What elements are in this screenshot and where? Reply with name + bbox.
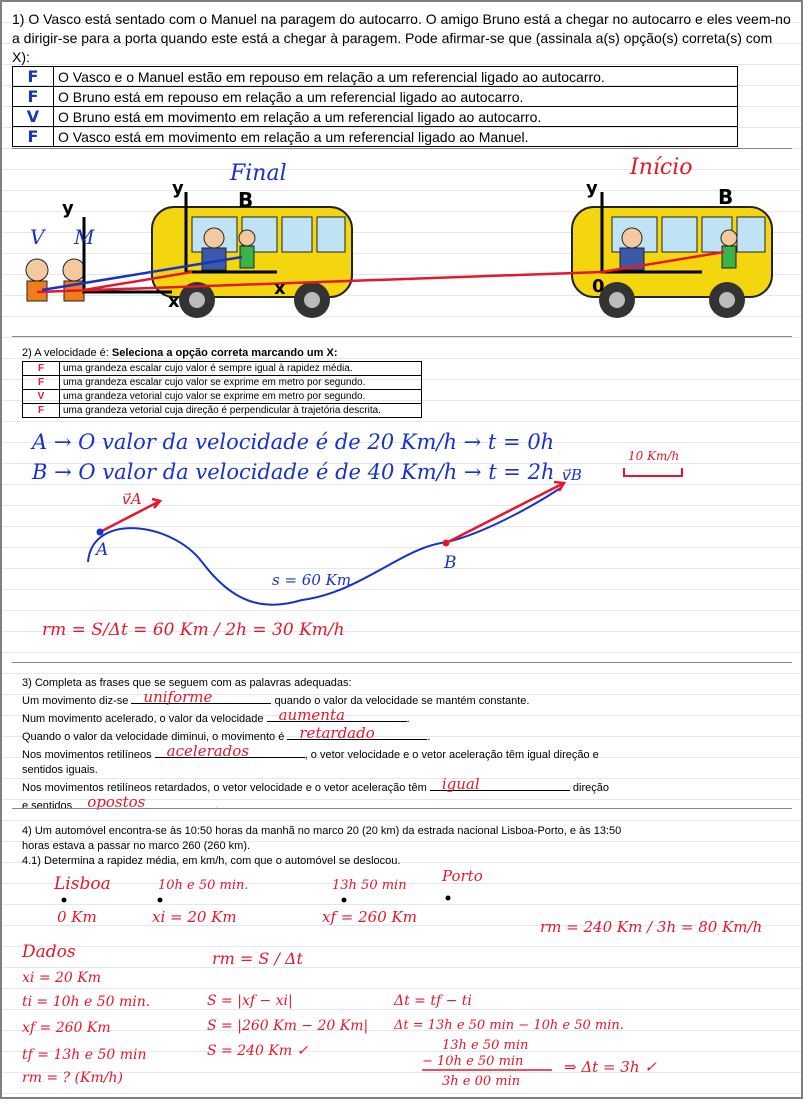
option-text: uma grandeza vetorial cuja direção é perpendicular à trajetória descrita. bbox=[60, 404, 422, 418]
handwritten-velocity-b: B → O valor da velocidade é de 40 Km/h → t = 2h bbox=[32, 460, 555, 484]
time-step-2: Δt = 13h e 50 min − 10h e 50 min. bbox=[394, 1018, 624, 1033]
bruno-label-inicio: B bbox=[718, 185, 734, 209]
average-speed-formula: rm = S/Δt = 60 Km / 2h = 30 Km/h bbox=[42, 620, 345, 640]
sentence-text: , o vetor velocidade e o vetor aceleração têm igual direção e sentidos iguais. bbox=[22, 749, 599, 776]
dados-label: Dados bbox=[22, 942, 76, 962]
handwritten-velocity-a: A → O valor da velocidade é de 20 Km/h → t = 0h bbox=[32, 430, 555, 454]
answer-mark: F bbox=[23, 376, 60, 390]
data-ti: ti = 10h e 50 min. bbox=[22, 994, 151, 1010]
question-3-heading: 3) Completa as frases que se seguem com as palavras adequadas: bbox=[22, 677, 352, 689]
sentence-text: Nos movimentos retilíneos bbox=[22, 749, 152, 761]
point-b-label: B bbox=[444, 553, 457, 573]
question-4-1-text: 4.1) Determina a rapidez média, em km/h, com que o automóvel se deslocou. bbox=[22, 855, 401, 867]
answer-text: igual bbox=[441, 775, 480, 793]
point-a-label: A bbox=[96, 540, 109, 560]
final-label: Final bbox=[230, 161, 287, 186]
x-axis-label: x bbox=[274, 278, 286, 299]
sentence-text: . bbox=[427, 731, 431, 743]
bruno-label-final: B bbox=[238, 188, 254, 212]
distance-step-2: S = |260 Km − 20 Km| bbox=[207, 1018, 369, 1034]
sentence-text: quando o valor da velocidade se mantém constante. bbox=[274, 695, 530, 707]
time-step-4: − 10h e 50 min bbox=[422, 1054, 524, 1069]
answer-text: aumenta bbox=[278, 706, 345, 724]
answer-text: opostos bbox=[87, 793, 146, 811]
answer-text: retardado bbox=[299, 724, 375, 742]
y-axis-label: y bbox=[586, 178, 598, 199]
answer-mark: V bbox=[13, 107, 54, 127]
inicio-label: Início bbox=[630, 155, 693, 180]
answer-mark: V bbox=[23, 390, 60, 404]
vasco-label: V bbox=[30, 225, 45, 249]
y-axis-label: y bbox=[172, 178, 184, 199]
sentence-text: Num movimento acelerado, o valor da velocidade bbox=[22, 713, 264, 725]
rm-formula: rm = S / Δt bbox=[212, 949, 303, 968]
data-rm: rm = ? (Km/h) bbox=[22, 1070, 123, 1086]
scale-label: 10 Km/h bbox=[628, 449, 680, 463]
answer-mark: F bbox=[23, 362, 60, 376]
answer-text: uniforme bbox=[143, 688, 213, 706]
zero-km-label: 0 Km bbox=[57, 908, 97, 926]
y-axis-label: y bbox=[62, 198, 74, 219]
answer-mark: F bbox=[13, 127, 54, 147]
option-text: O Vasco está em movimento em relação a um referencial ligado ao Manuel. bbox=[54, 127, 738, 147]
option-text: uma grandeza escalar cujo valor é sempre igual à rapidez média. bbox=[60, 362, 422, 376]
data-xf: xf = 260 Km bbox=[22, 1020, 111, 1036]
answer-mark: F bbox=[13, 67, 54, 87]
question-2-instruction: Seleciona a opção correta marcando um X: bbox=[111, 347, 338, 359]
sentence-text: direção bbox=[572, 782, 609, 794]
vector-vb-label: v⃗B bbox=[562, 466, 582, 484]
question-1-text: 1) O Vasco está sentado com o Manuel na paragem do autocarro. O amigo Bruno está a chegar no autocarro e eles veem-no a dirigir-se para a porta quando este está a chegar à paragem. Pode afirmar-se que (assinala a(s) opção(s) correta(s) com X): bbox=[12, 11, 791, 65]
xi-label: xi = 20 Km bbox=[152, 908, 237, 926]
origin-label: 0 bbox=[592, 276, 605, 297]
question-2-label: 2) A velocidade é: bbox=[22, 347, 109, 359]
start-time-label: 10h e 50 min. bbox=[158, 878, 249, 893]
vector-va-label: v⃗A bbox=[122, 490, 142, 508]
option-text: uma grandeza escalar cujo valor se exprime em metro por segundo. bbox=[60, 376, 422, 390]
distance-label: s = 60 Km bbox=[272, 571, 352, 589]
lisboa-label: Lisboa bbox=[54, 874, 111, 894]
answer-text: acelerados bbox=[166, 742, 250, 760]
option-text: O Bruno está em movimento em relação a um referencial ligado ao autocarro. bbox=[54, 107, 738, 127]
time-step-3: 13h e 50 min bbox=[442, 1038, 529, 1053]
time-step-1: Δt = tf − ti bbox=[394, 993, 472, 1009]
time-result: ⇒ Δt = 3h ✓ bbox=[564, 1058, 657, 1076]
answer-mark: F bbox=[23, 404, 60, 418]
sentence-text: Um movimento diz-se bbox=[22, 695, 129, 707]
distance-step-3: S = 240 Km ✓ bbox=[207, 1043, 309, 1059]
option-text: O Bruno está em repouso em relação a um referencial ligado ao autocarro. bbox=[54, 87, 738, 107]
data-tf: tf = 13h e 50 min bbox=[22, 1047, 147, 1063]
sentence-text: Quando o valor da velocidade diminui, o movimento é bbox=[22, 731, 285, 743]
x-axis-label: x bbox=[168, 291, 180, 312]
option-text: O Vasco e o Manuel estão em repouso em relação a um referencial ligado ao autocarro. bbox=[54, 67, 738, 87]
sentence-text: . bbox=[215, 800, 219, 812]
time-step-5: 3h e 00 min bbox=[442, 1074, 521, 1089]
option-text: uma grandeza vetorial cujo valor se exprime em metro por segundo. bbox=[60, 390, 422, 404]
porto-label: Porto bbox=[442, 867, 483, 885]
end-time-label: 13h 50 min bbox=[332, 878, 407, 893]
sentence-text: . bbox=[406, 713, 410, 725]
question-4-handwritten-work bbox=[2, 2, 805, 1101]
answer-mark: F bbox=[13, 87, 54, 107]
sentence-text: Nos movimentos retilíneos retardados, o vetor velocidade e o vetor aceleração têm bbox=[22, 782, 427, 794]
xf-label: xf = 260 Km bbox=[322, 908, 417, 926]
sentence-text: e sentidos bbox=[22, 800, 73, 812]
average-speed-result: rm = 240 Km / 3h = 80 Km/h bbox=[540, 918, 763, 936]
manuel-label: M bbox=[74, 225, 95, 249]
distance-step-1: S = |xf − xi| bbox=[207, 993, 293, 1009]
question-4-text: 4) Um automóvel encontra-se às 10:50 horas da manhã no marco 20 (20 km) da estrada nacional Lisboa-Porto, e às 13:50 horas estava a passar no marco 260 (260 km). bbox=[22, 825, 622, 852]
data-xi: xi = 20 Km bbox=[22, 970, 102, 986]
